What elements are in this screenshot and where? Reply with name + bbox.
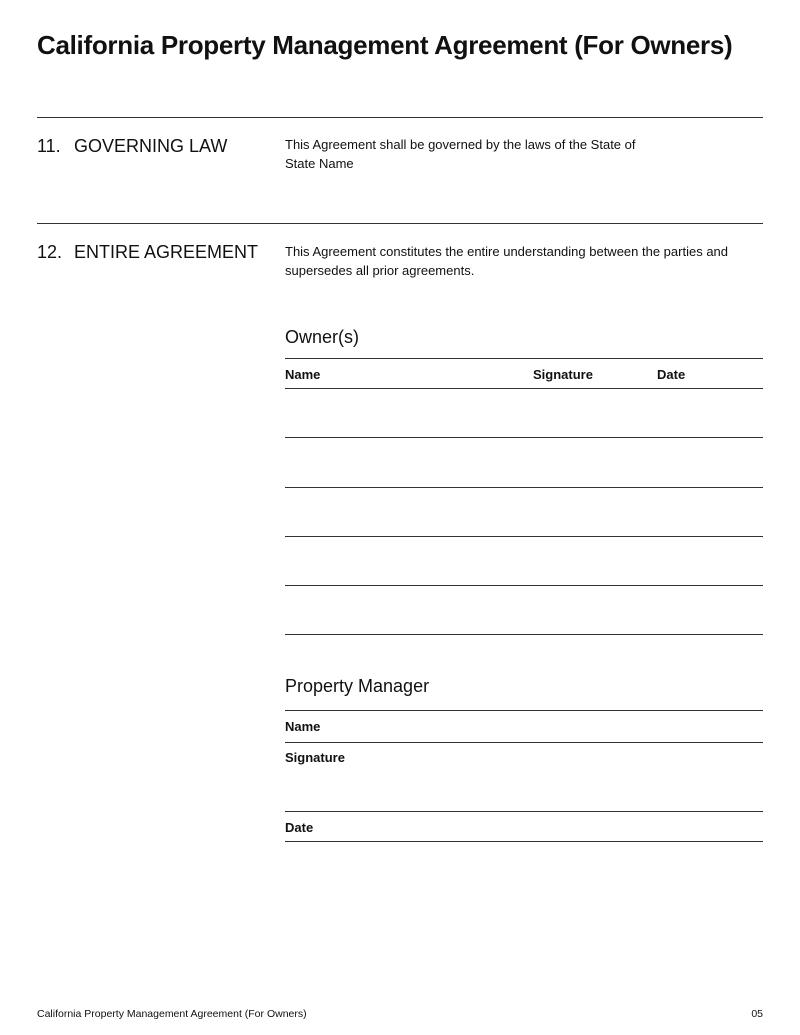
section-title-governing-law: GOVERNING LAW [74, 136, 228, 156]
document-title: California Property Management Agreement (For Owners) [37, 30, 733, 60]
manager-top-rule [285, 710, 763, 711]
manager-date-field[interactable] [285, 841, 763, 842]
page-number: 05 [751, 1008, 763, 1020]
owner-signature-row[interactable] [285, 437, 763, 438]
owner-signature-row[interactable] [285, 634, 763, 635]
manager-signature-field[interactable] [285, 811, 763, 812]
owner-signature-row[interactable] [285, 585, 763, 586]
section-body-entire-agreement [285, 242, 755, 280]
manager-name-label: Name [285, 719, 321, 734]
body-line: This Agreement constitutes the entire understanding between the parties and [285, 244, 729, 259]
manager-date-label: Date [285, 820, 314, 835]
owners-column-name: Name [285, 367, 321, 382]
owners-column-date: Date [657, 367, 686, 382]
section-body-governing-law [285, 135, 755, 173]
body-line: supersedes all prior agreements. [285, 263, 475, 278]
footer-text: California Property Management Agreement (For Owners) [37, 1008, 307, 1020]
body-line: This Agreement shall be governed by the laws of the State of [285, 137, 636, 152]
owners-column-signature: Signature [533, 367, 593, 382]
owners-header-rule [285, 388, 763, 389]
owners-table-top-rule [285, 358, 763, 359]
property-manager-heading: Property Manager [285, 676, 430, 696]
owners-heading: Owner(s) [285, 327, 360, 347]
section-divider [37, 223, 763, 224]
section-title-entire-agreement: ENTIRE AGREEMENT [74, 242, 259, 262]
section-number: 12. [37, 242, 63, 262]
manager-name-field[interactable] [285, 742, 763, 743]
owner-signature-row[interactable] [285, 536, 763, 537]
owner-signature-row[interactable] [285, 487, 763, 488]
manager-signature-label: Signature [285, 750, 345, 765]
section-number: 11. [37, 136, 61, 156]
section-divider [37, 117, 763, 118]
state-name-field[interactable]: State Name [285, 156, 354, 171]
